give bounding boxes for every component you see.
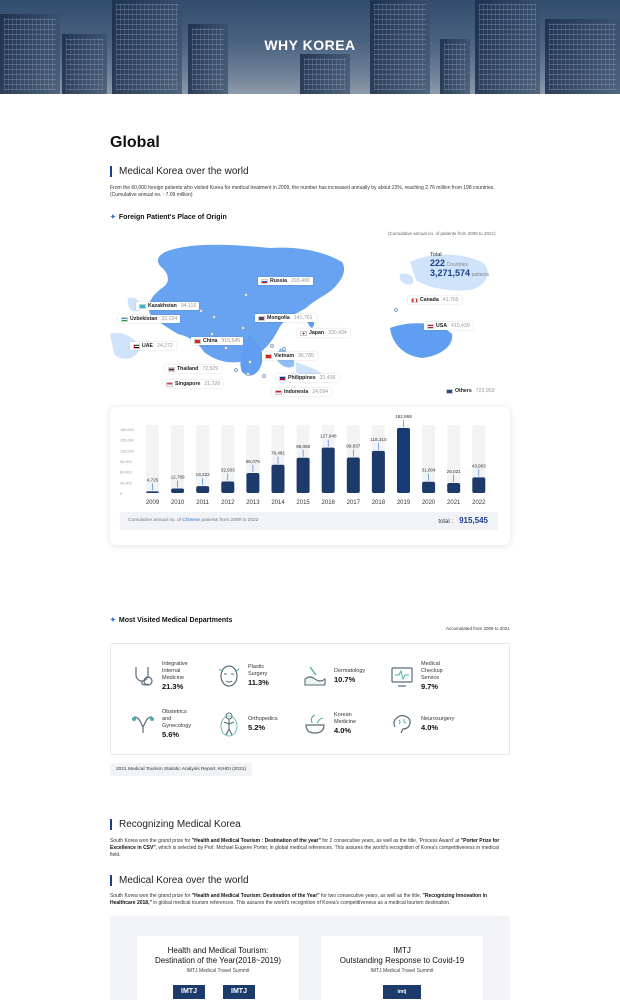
department-percent: 9.7% bbox=[421, 681, 439, 691]
map-marker bbox=[199, 309, 203, 313]
bar-2009 bbox=[146, 491, 159, 493]
value-label: 118,310 bbox=[370, 436, 387, 442]
award-card: Health and Medical Tourism: Destination of the Year(2018~2019) IMTJ Medical Travel Summit IMTJ IMTJ bbox=[137, 936, 299, 1000]
origin-total: Total 222 Countries 3,271,574 patients bbox=[430, 252, 510, 292]
section-heading-recognizing: Recognizing Medical Korea bbox=[110, 819, 241, 830]
map-label-id: Indonesia 24,694 bbox=[272, 388, 331, 396]
map-marker bbox=[210, 332, 214, 336]
department-item: Korean Medicine 4.0% bbox=[302, 704, 394, 744]
departments-source: 2021 Medical Tourism Statistic Analysis Report, KIHDI (2021) bbox=[110, 763, 252, 776]
map-label-us: USA 410,439 bbox=[424, 322, 473, 330]
value-label: 4,725 bbox=[146, 477, 159, 483]
flag-icon bbox=[279, 376, 286, 381]
imtj-logo: IMTJ bbox=[173, 985, 205, 999]
chinese-patients-chart bbox=[110, 407, 510, 545]
bar-2022 bbox=[472, 477, 485, 493]
value-label: 43,903 bbox=[471, 463, 486, 469]
y-tick-label: 150,000 bbox=[120, 438, 134, 443]
value-label: 19,222 bbox=[195, 472, 210, 478]
x-tick-label: 2017 bbox=[346, 500, 360, 506]
bar-track bbox=[447, 425, 460, 493]
x-tick-label: 2022 bbox=[472, 500, 486, 506]
map-marker bbox=[270, 344, 274, 348]
x-tick-label: 2014 bbox=[271, 500, 285, 506]
bar-2011 bbox=[196, 486, 209, 493]
total-label: Total bbox=[430, 252, 442, 258]
x-tick-label: 2013 bbox=[246, 500, 260, 506]
department-percent: 5.6% bbox=[162, 729, 180, 739]
chart-footer bbox=[120, 512, 498, 530]
flag-icon bbox=[258, 316, 265, 321]
map-marker bbox=[394, 308, 398, 312]
x-tick-label: 2010 bbox=[170, 500, 185, 506]
origin-heading: ✦ Foreign Patient's Place of Origin bbox=[110, 214, 227, 221]
map-label-ru: Russia 293,400 bbox=[258, 277, 313, 285]
imtj-logo: IMTJ bbox=[223, 985, 255, 999]
y-tick-label: 60,000 bbox=[120, 470, 132, 475]
map-marker bbox=[262, 374, 266, 378]
award-card: IMTJ Outstanding Response to Covid-19 IMTJ Medical Travel Summit imtj bbox=[321, 936, 483, 1000]
map-label-ae: UAE 24,272 bbox=[130, 342, 176, 350]
x-tick-label: 2009 bbox=[145, 500, 160, 506]
map-label-other: Others 723,953 bbox=[443, 387, 498, 395]
flag-icon bbox=[261, 279, 268, 284]
bar-2016 bbox=[322, 448, 335, 493]
value-label: 28,021 bbox=[446, 469, 461, 475]
department-percent: 11.3% bbox=[248, 678, 269, 687]
flag-icon bbox=[133, 344, 140, 349]
x-tick-label: 2015 bbox=[296, 500, 310, 506]
hero-banner bbox=[0, 0, 620, 94]
map-marker bbox=[282, 347, 286, 351]
herb-bowl-icon bbox=[302, 711, 328, 737]
map-label-th: Thailand 72,929 bbox=[165, 365, 221, 373]
map-marker bbox=[246, 372, 250, 376]
flag-icon bbox=[168, 367, 175, 372]
x-tick-label: 2021 bbox=[447, 500, 461, 506]
sparkle-icon: ✦ bbox=[110, 214, 116, 221]
bar-2013 bbox=[246, 473, 259, 493]
flag-icon bbox=[121, 317, 128, 322]
content-sheet bbox=[0, 94, 620, 1000]
page-title: WHY KOREA bbox=[264, 37, 356, 53]
map-label-jp: Japan 330,434 bbox=[297, 329, 350, 337]
bar-2017 bbox=[347, 458, 360, 493]
bar-2018 bbox=[372, 451, 385, 493]
department-item: Neurosurgery 4.0% bbox=[389, 704, 481, 744]
section-heading-world: Medical Korea over the world bbox=[110, 875, 249, 886]
flag-icon bbox=[265, 354, 272, 359]
bar-2014 bbox=[272, 465, 285, 493]
x-tick-label: 2016 bbox=[321, 500, 335, 506]
department-percent: 21.3% bbox=[162, 681, 184, 691]
face-icon bbox=[216, 663, 242, 689]
departments-note: Accumulated from 2009 to 2021 bbox=[446, 626, 510, 631]
bar-2010 bbox=[171, 488, 184, 493]
flag-icon bbox=[139, 304, 146, 309]
sparkle-icon: ✦ bbox=[110, 617, 116, 624]
bar-2020 bbox=[422, 482, 435, 493]
department-percent: 4.0% bbox=[421, 722, 439, 732]
value-label: 79,481 bbox=[270, 450, 286, 456]
value-label: 99,059 bbox=[296, 443, 311, 449]
stethoscope-icon bbox=[130, 663, 156, 689]
map-label-vn: Vietnam 96,785 bbox=[262, 352, 317, 360]
brain-icon bbox=[389, 711, 415, 737]
x-tick-label: 2011 bbox=[196, 500, 210, 506]
flag-icon bbox=[194, 339, 201, 344]
monitor-icon bbox=[389, 663, 415, 689]
y-tick-label: 90,000 bbox=[120, 460, 132, 464]
department-percent: 4.0% bbox=[334, 726, 352, 735]
x-tick-label: 2020 bbox=[421, 500, 436, 506]
bar-2019 bbox=[397, 428, 410, 493]
flag-icon bbox=[300, 331, 307, 336]
department-item: Dermatology 10.7% bbox=[302, 656, 394, 696]
department-item: Orthopedics 5.2% bbox=[216, 704, 308, 744]
uterus-icon bbox=[130, 711, 156, 737]
recognizing-text: South Korea won the grand prize for "Health and Medical Tourism : Destination of the year" for 2 consecutive years, as well as the title, 'Process Award' at "Porter Prize for Excellence in CSV", which is selected by Prof. Michael Eugene Porter, in global medical references. This assures the world's recognition of Korea's competitiveness in medical field. bbox=[110, 838, 500, 858]
bar-2012 bbox=[221, 481, 234, 493]
map-marker bbox=[234, 368, 238, 372]
value-label: 99,837 bbox=[346, 443, 361, 449]
department-item: Integrative Internal Medicine 21.3% bbox=[130, 656, 222, 696]
y-tick-label: 120,000 bbox=[120, 449, 134, 454]
body-icon bbox=[216, 711, 242, 737]
origin-note: (Cumulative annual no. of patients from 2009 to 2021) bbox=[388, 231, 496, 236]
department-item: Medical Checkup Service 9.7% bbox=[389, 656, 481, 696]
section-text: From the 60,000 foreign patients who visited Korea for medical treatment in 2009, the number has increased annually by about 23%, reaching 2.76 million from 198 countries. (Cumulative annual no. : 7.09 million) bbox=[110, 185, 495, 198]
bar-track bbox=[146, 425, 159, 493]
department-percent: 5.2% bbox=[248, 722, 266, 732]
map-marker bbox=[212, 315, 216, 319]
department-item: Plastic Surgery 11.3% bbox=[216, 656, 308, 696]
imtj-logo: imtj bbox=[383, 985, 421, 999]
value-label: 12,789 bbox=[170, 474, 185, 480]
value-label: 32,503 bbox=[220, 467, 235, 473]
map-marker bbox=[244, 293, 248, 297]
y-tick-label: 0 bbox=[120, 492, 123, 496]
section-title-global: Global bbox=[110, 134, 160, 151]
x-tick-label: 2012 bbox=[221, 500, 235, 506]
flag-icon bbox=[275, 390, 282, 395]
x-tick-label: 2018 bbox=[371, 500, 386, 506]
map-marker bbox=[241, 326, 245, 330]
value-label: 182,868 bbox=[395, 413, 412, 419]
departments-heading: ✦ Most Visited Medical Departments bbox=[110, 617, 233, 624]
total-countries: 222 bbox=[430, 258, 446, 268]
department-item: Obstetrics and Gynecology 5.6% bbox=[130, 704, 222, 744]
map-label-ca: Canada 41,765 bbox=[408, 296, 462, 304]
map-marker bbox=[248, 360, 252, 364]
bar-2015 bbox=[297, 458, 310, 493]
total-patients: 3,271,574 bbox=[430, 268, 471, 278]
value-label: 56,075 bbox=[245, 459, 260, 465]
value-label: 31,804 bbox=[421, 467, 436, 473]
map-label-kz: Kazakhstan 94,116 bbox=[136, 302, 199, 310]
map-label-sg: Singapore 21,226 bbox=[163, 380, 223, 388]
flag-icon bbox=[411, 298, 418, 303]
skin-icon bbox=[302, 663, 328, 689]
x-tick-label: 2019 bbox=[396, 500, 411, 506]
flag-icon bbox=[446, 389, 453, 394]
map-label-mn: Mongolia 141,761 bbox=[255, 314, 316, 322]
flag-icon bbox=[427, 324, 434, 329]
y-tick-label: 180,000 bbox=[120, 428, 134, 432]
section-heading: Medical Korea over the world bbox=[110, 166, 249, 177]
chart-total: total : 915,545 bbox=[438, 516, 488, 525]
y-tick-label: 30,000 bbox=[120, 481, 132, 486]
map-label-uz: Uzbekistan 33,034 bbox=[118, 315, 180, 323]
map-marker bbox=[224, 346, 228, 350]
value-label: 127,648 bbox=[319, 433, 337, 439]
flag-icon bbox=[166, 382, 173, 387]
department-percent: 10.7% bbox=[334, 674, 356, 684]
map-label-ph: Philippines 31,436 bbox=[276, 374, 339, 382]
world-text: South Korea won the grand prize for "Health and Medical Tourism: Destination of the Year" for two consecutive years, as well as the title, "Recognizing Innovation in Healthcare 2018," in global medical tourism references. This assures the world's recognition of Korea's competitiveness as a medical tourism destination. bbox=[110, 893, 488, 906]
bar-chart bbox=[110, 407, 510, 511]
map-label-cn: China 915,545 bbox=[191, 337, 243, 345]
bar-2021 bbox=[447, 483, 460, 493]
chart-footer-label: Cumulative annual no. of Chinese patients from 2009 to 2022 bbox=[128, 518, 259, 523]
